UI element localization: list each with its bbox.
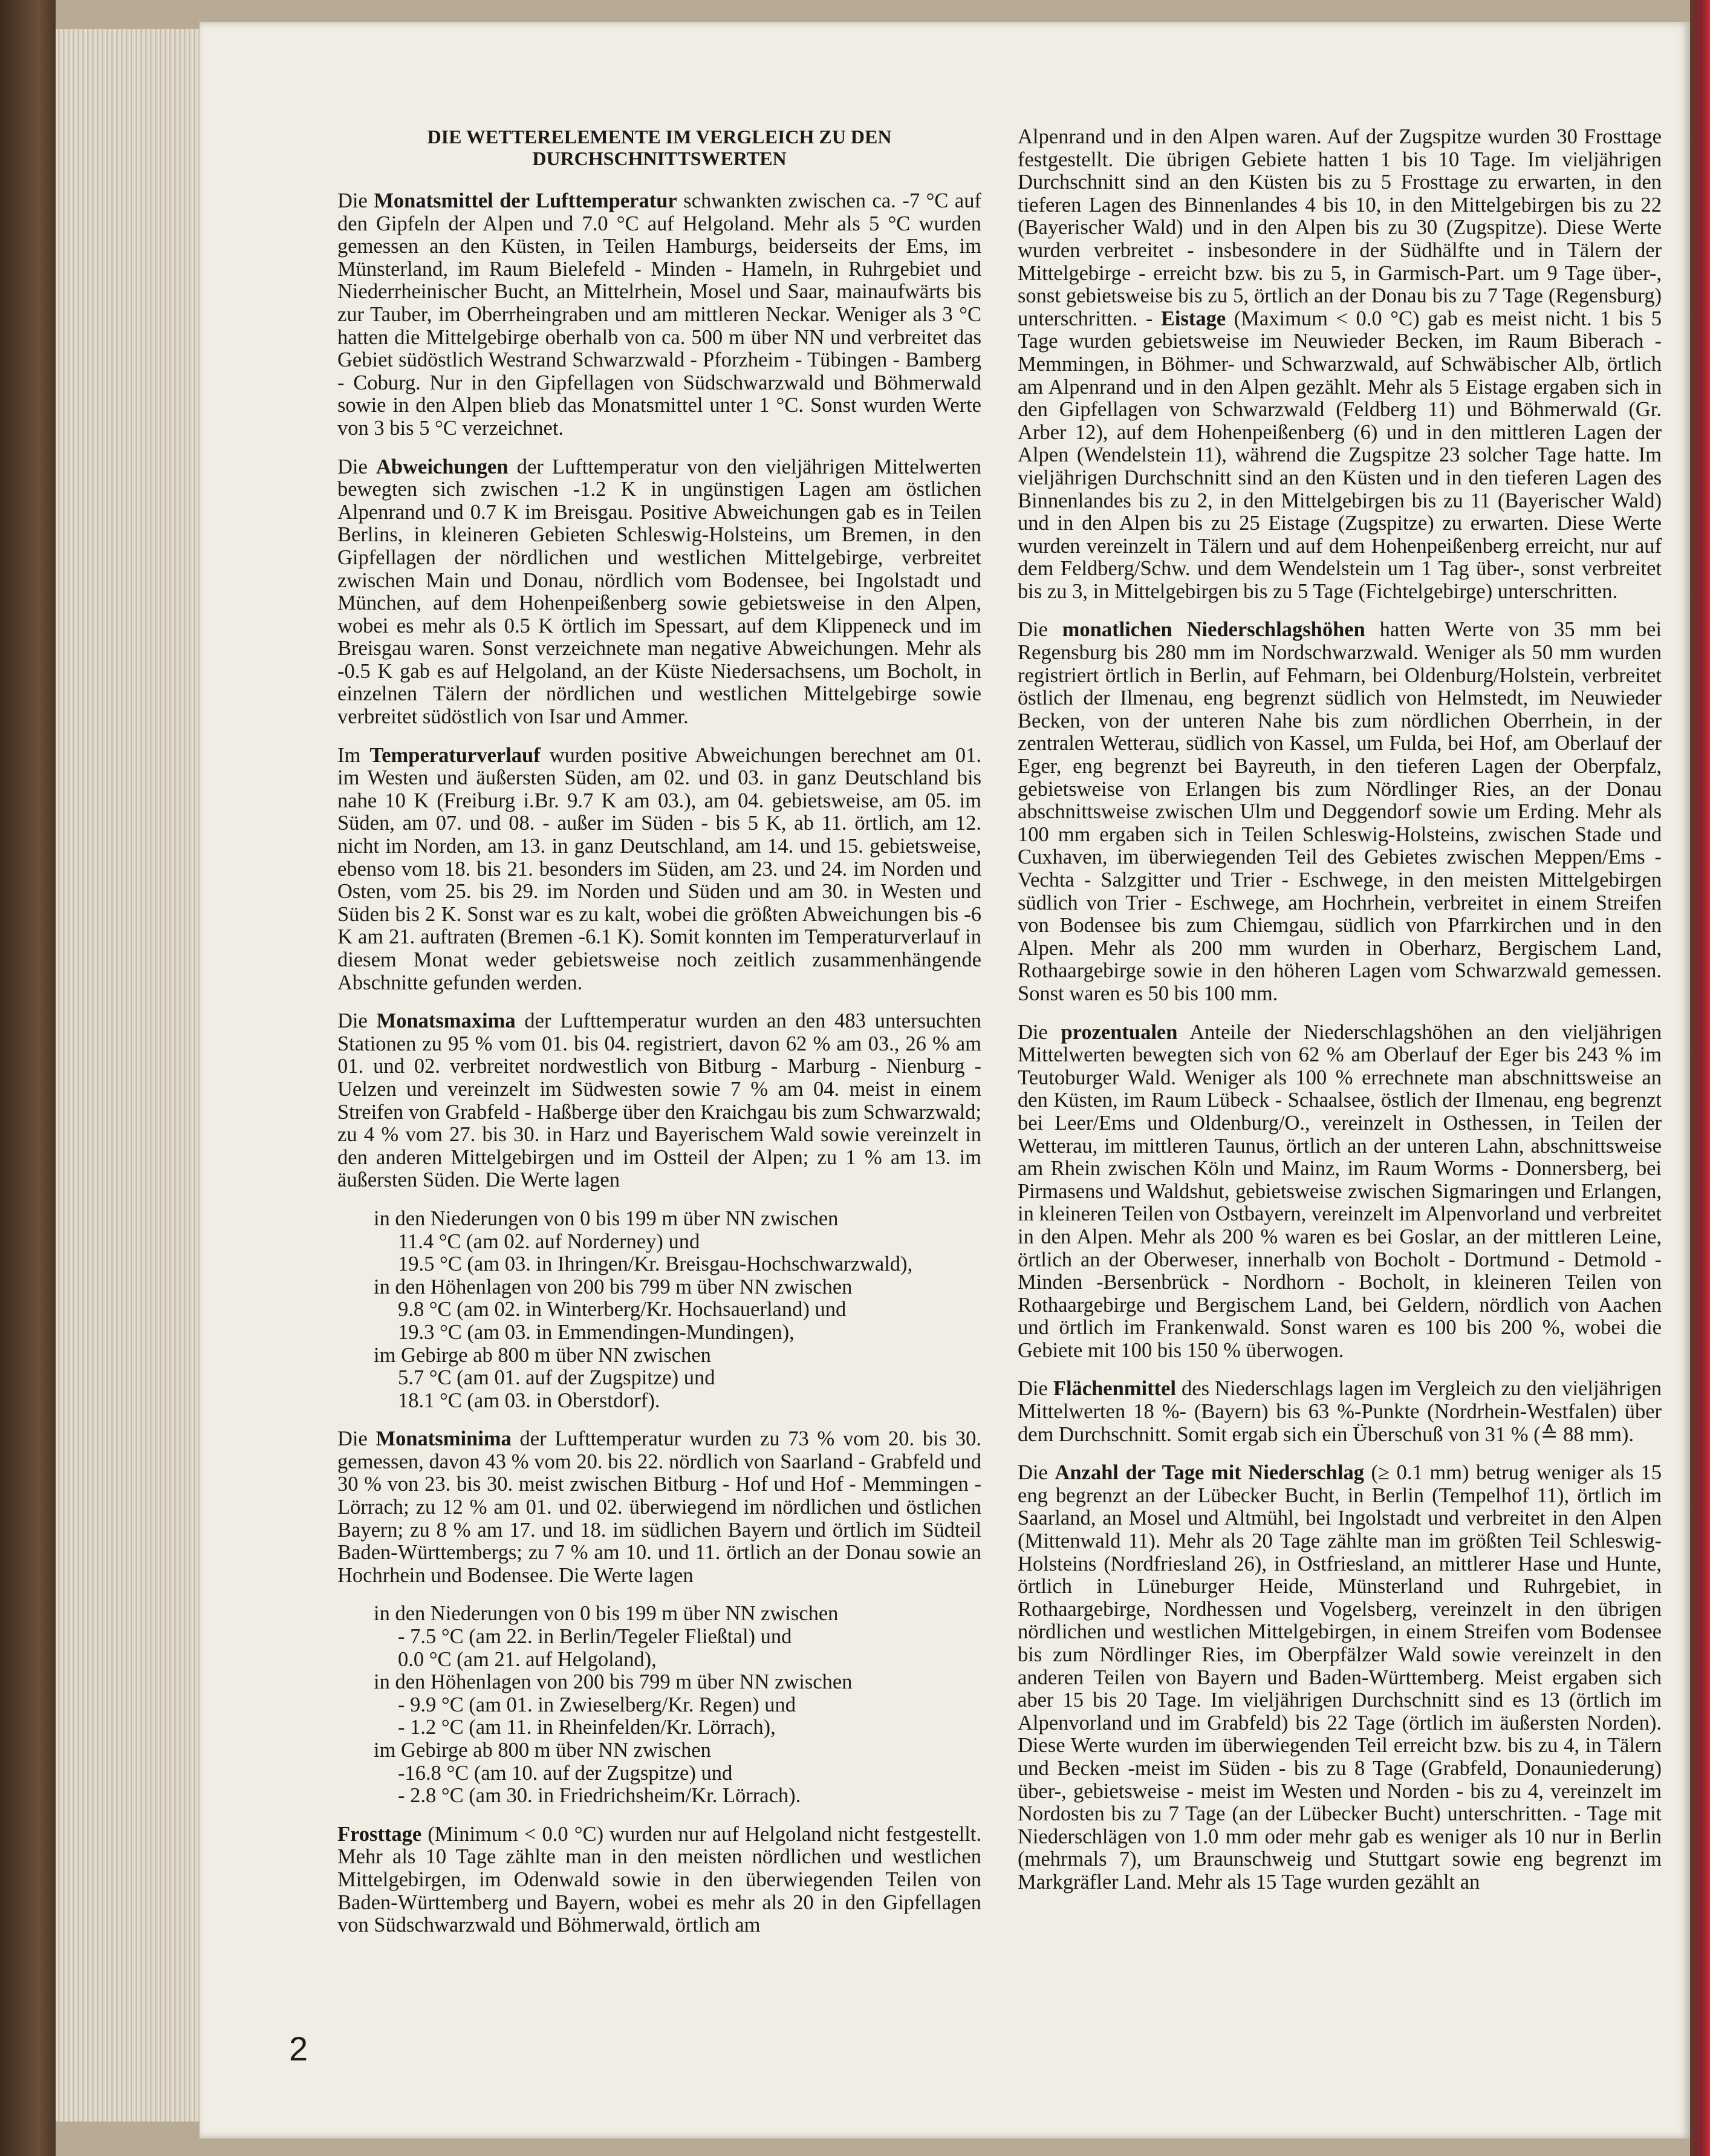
term-eistage: Eistage — [1160, 307, 1226, 330]
value-line: in den Höhenlagen von 200 bis 799 m über NN zwischen — [374, 1275, 853, 1298]
right-column — [1018, 126, 1662, 1910]
term-niederschlagshoehen: monatlichen Niederschlagshöhen — [1062, 618, 1365, 642]
paragraph-monatsmaxima: Die Monatsmaxima der Lufttemperatur wurden an den 483 untersuchten Stationen zu 95 % vom 01. bis 04. registriert, davon 62 % am 03., 26 % am 01. und 02. verbreitet nordwestlich von Bitburg - Marburg - Nienburg - Uelzen und vereinzelt im Südwesten sowie 7 % am 04. meist in einem Streifen von Grabfeld - Haßberge über den Kraichgau bis zum Schwarzwald; zu 4 % vom 27. bis 30. in Harz und Bayerischem Wald sowie vereinzelt in den anderen Mittelgebirgen und im Ostteil der Alpen; zu 1 % am 13. im äußersten Süden. Die Werte lagen — [337, 1009, 981, 1192]
paragraph-flaechenmittel: Die Flächenmittel des Niederschlags lagen im Vergleich zu den vieljährigen Mittelwerten 18 %- (Bayern) bis 63 %-Punkte (Nordrhein-Westfalen) über dem Durchschnitt. Somit ergab sich ein Überschuß von 31 % (≙ 88 mm). — [1018, 1377, 1662, 1446]
value-line: in den Niederungen von 0 bis 199 m über NN zwischen — [374, 1602, 839, 1626]
value-line: - 7.5 °C (am 22. in Berlin/Tegeler Fließtal) und — [398, 1625, 792, 1649]
value-line: 5.7 °C (am 01. auf der Zugspitze) und — [398, 1366, 715, 1390]
term-anzahl-tage: Anzahl der Tage mit Niederschlag — [1055, 1461, 1364, 1485]
value-line: in den Höhenlagen von 200 bis 799 m über NN zwischen — [374, 1670, 853, 1694]
term-frosttage: Frosttage — [337, 1822, 422, 1846]
value-line: 0.0 °C (am 21. auf Helgoland), — [398, 1647, 657, 1671]
paragraph-niederschlagstage: Die Anzahl der Tage mit Niederschlag (≥ 0.1 mm) betrug weniger als 15 eng begrenzt an der Lübecker Bucht, in Berlin (Tempelhof 11), örtlich im Saarland, an Mosel und Altmühl, bei Ingolstadt und verbreitet in den Alpen (Mittenwald 11). Mehr als 20 Tage zählte man im größten Teil Schleswig-Holsteins (Nordfriesland 26), in Ostfriesland, an mittlerer Hase und Hunte, örtlich in Lüneburger Heide, Münsterland und Ruhrgebiet, in Rothaargebirge, Nordhessen und Vogelsberg, vereinzelt in den übrigen nördlichen und westlichen Mittelgebirgen, in einem Streifen vom Bodensee bis zum Nördlinger Ries, im Oberpfälzer Wald sowie vereinzelt in den anderen Teilen von Bayern und Baden-Württemberg. Meist ergaben sich aber 15 bis 20 Tage. Im vieljährigen Durchschnitt sind es 13 (örtlich im Alpenvorland und im Grabfeld) bis 22 Tage (örtlich im äußersten Norden). Diese Werte wurden im überwiegenden Teil erreicht bzw. bis zu 4, in Tälern und Becken -meist im Süden - bis zu 8 Tage (Grabfeld, Donauniederung) über-, gebietsweise - meist im Westen und Norden - bis zu 4, vereinzelt im Nordosten bis zu 7 Tage (an der Lübecker Bucht) unterschritten. - Tage mit Niederschlägen von 1.0 mm oder mehr gab es weniger als 10 nur in Berlin (mehrmals 7), um Braunschweig und Stuttgart sowie eng begrenzt im Markgräfler Land. Mehr als 15 Tage wurden gezählt an — [1018, 1461, 1662, 1894]
term-abweichungen: Abweichungen — [376, 455, 509, 478]
value-line: im Gebirge ab 800 m über NN zwischen — [374, 1343, 711, 1367]
term-monatsmaxima: Monatsmaxima — [376, 1009, 516, 1033]
minima-value-list — [374, 1603, 981, 1807]
value-line: - 1.2 °C (am 11. in Rheinfelden/Kr. Lörrach), — [398, 1716, 776, 1739]
maxima-value-list — [374, 1208, 981, 1412]
value-line: 9.8 °C (am 02. in Winterberg/Kr. Hochsauerland) und — [398, 1298, 847, 1321]
left-column — [337, 126, 981, 1953]
value-line: 11.4 °C (am 02. auf Norderney) und — [398, 1229, 700, 1253]
term-prozentualen: prozentualen — [1061, 1020, 1178, 1044]
value-line: 19.5 °C (am 03. in Ihringen/Kr. Breisgau-Hochschwarzwald), — [398, 1252, 913, 1276]
term-temperaturverlauf: Temperaturverlauf — [369, 743, 541, 767]
value-line: 19.3 °C (am 03. in Emmendingen-Mundingen), — [398, 1320, 795, 1344]
cover-edge — [1690, 0, 1710, 2156]
book-spine — [0, 0, 56, 2156]
paragraph-abweichungen: Die Abweichungen der Lufttemperatur von den vieljährigen Mittelwerten bewegten sich zwischen -1.2 K in ungünstigen Lagen am östlichen Alpenrand und 0.7 K im Breisgau. Positive Abweichungen gab es in Teilen Berlins, in kleineren Gebieten Schleswig-Holsteins, um Bremen, in den Gipfellagen der nördlichen und westlichen Mittelgebirge, verbreitet zwischen Main und Donau, nördlich vom Bodensee, bei Ingolstadt und München, auf dem Hohenpeißenberg sowie gebietsweise in den Alpen, wobei es mehr als 0.5 K örtlich im Spessart, auf dem Klippeneck und im Breisgau waren. Sonst verzeichnete man negative Abweichungen. Mehr als -0.5 K gab es auf Helgoland, an der Küste Niedersachsens, um Bocholt, in einzelnen Tälern der nördlichen und westlichen Mittelgebirge sowie verbreitet südöstlich von Isar und Ammer. — [337, 455, 981, 729]
value-line: -16.8 °C (am 10. auf der Zugspitze) und — [398, 1761, 733, 1785]
paragraph-frosttage-eistage: Alpenrand und in den Alpen waren. Auf der Zugspitze wurden 30 Frosttage festgestellt. Die übrigen Gebiete hatten 1 bis 10 Tage. Im vieljährigen Durchschnitt sind an den Küsten bis zu 5 Frosttage zu erwarten, in den tieferen Lagen des Binnenlandes 4 bis 10, in den Mittelgebirgen bis zu 22 (Bayerischer Wald) und in den Alpen bis zu 30 (Zugspitze). Diese Werte wurden verbreitet - insbesondere in der Südhälfte und in Tälern der Mittelgebirge - erreicht bzw. bis zu 5, in Garmisch-Part. um 9 Tage über-, sonst gebietsweise bis zu 5, örtlich an der Donau bis zu 7 Tage (Regensburg) unterschritten. - Eistage (Maximum < 0.0 °C) gab es meist nicht. 1 bis 5 Tage wurden gebietsweise im Neuwieder Becken, im Raum Biberach - Memmingen, in Böhmer- und Schwarzwald, auf Schwäbischer Alb, örtlich am Alpenrand und in den Alpen gezählt. Mehr als 5 Eistage ergaben sich in den Gipfellagen von Schwarzwald (Feldberg 11) und Böhmerwald (Gr. Arber 12), auf dem Hohenpeißenberg (6) und in den mittleren Lagen der Alpen (Wendelstein 11), während die Zugspitze 23 solcher Tage hatte. Im vieljährigen Durchschnitt sind an den Küsten und in den tieferen Lagen des Binnenlandes bis zu 2, in den Mittelgebirgen bis zu 11 (Bayerischer Wald) und in den Alpen bis zu 25 Eistage (Zugspitze) zu erwarten. Diese Werte wurden vereinzelt in Tälern und auf dem Hohenpeißenberg erreicht, nur auf dem Feldberg/Schw. und dem Wendelstein um 1 Tag über-, sonst verbreitet bis zu 3, in Mittelgebirgen bis zu 5 Tage (Fichtelgebirge) unterschritten. — [1018, 125, 1662, 603]
term-monatsminima: Monatsminima — [375, 1427, 512, 1451]
paragraph-frosttage: Frosttage (Minimum < 0.0 °C) wurden nur auf Helgoland nicht festgestellt. Mehr als 10 Tage zählte man in den meisten nördlichen und westlichen Mittelgebirgen, im Odenwald sowie in den überwiegenden Teilen von Baden-Württemberg und Bayern, wobei es mehr als 20 in den Gipfellagen von Südschwarzwald und Böhmerwald, örtlich am — [337, 1822, 981, 1937]
paragraph-temperaturverlauf: Im Temperaturverlauf wurden positive Abweichungen berechnet am 01. im Westen und äußersten Süden, am 02. und 03. in ganz Deutschland bis nahe 10 K (Freiburg i.Br. 9.7 K am 03.), am 04. gebietsweise, am 05. im Süden, am 07. und 08. - außer im Süden - bis 5 K, ab 11. örtlich, am 12. nicht im Norden, am 13. in ganz Deutschland, am 14. und 15. gebietsweise, ebenso vom 18. bis 21. besonders im Süden, am 23. und 24. im Norden und Osten, vom 25. bis 29. im Norden und Süden und am 30. in Westen und Süden bis 2 K. Sonst war es zu kalt, wobei die größten Abweichungen bis -6 K am 21. auftraten (Bremen -6.1 K). Somit konnten im Temperaturverlauf in diesem Monat weder gebietsweise noch zeitlich zusammenhängende Abschnitte gefunden werden. — [337, 743, 981, 994]
term-monatsmittel: Monatsmittel der Lufttemperatur — [374, 189, 677, 212]
value-line: - 2.8 °C (am 30. in Friedrichsheim/Kr. Lörrach). — [398, 1784, 801, 1808]
term-flaechenmittel: Flächenmittel — [1053, 1377, 1176, 1401]
page-number: 2 — [289, 2030, 308, 2068]
value-line: 18.1 °C (am 03. in Oberstdorf). — [398, 1389, 660, 1412]
value-line: in den Niederungen von 0 bis 199 m über NN zwischen — [374, 1207, 839, 1230]
page-title: DIE WETTERELEMENTE IM VERGLEICH ZU DEN DURCHSCHNITTSWERTEN — [427, 126, 892, 169]
page-edges — [56, 29, 219, 2122]
paragraph-monatsminima: Die Monatsminima der Lufttemperatur wurden zu 73 % vom 20. bis 30. gemessen, davon 43 % vom 20. bis 22. nördlich von Saarland - Grabfeld und 30 % von 23. bis 30. meist zwischen Bitburg - Hof und Hof - Memmingen - Lörrach; zu 12 % am 01. und 02. überwiegend im nördlichen und östlichen Bayern; zu 8 % am 17. und 18. im südlichen Bayern und örtlich im Südteil Baden-Württembergs; zu 7 % am 10. und 11. örtlich an der Donau sowie an Hochrhein und Bodensee. Die Werte lagen — [337, 1427, 981, 1587]
paragraph-monatsmittel: Die Monatsmittel der Lufttemperatur schwankten zwischen ca. -7 °C auf den Gipfeln der Alpen und 7.0 °C auf Helgoland. Mehr als 5 °C wurden gemessen an den Küsten, in Teilen Hamburgs, beiderseits der Ems, im Münsterland, im Raum Bielefeld - Minden - Hameln, in Ruhrgebiet und Niederrheinischer Bucht, an Mittelrhein, Mosel und Saar, mainaufwärts bis zur Tauber, im Oberrheingraben und am mittleren Neckar. Weniger als 3 °C hatten die Mittelgebirge oberhalb von ca. 500 m über NN und verbreitet das Gebiet südöstlich Westrand Schwarzwald - Pforzheim - Tübingen - Bamberg - Coburg. Nur in den Gipfellagen von Südschwarzwald und Böhmerwald sowie in den Alpen blieb das Monatsmittel unter 1 °C. Sonst wurden Werte von 3 bis 5 °C verzeichnet. — [337, 189, 981, 440]
value-line: - 9.9 °C (am 01. in Zwieselberg/Kr. Regen) und — [398, 1693, 796, 1716]
paragraph-niederschlagshoehen: Die monatlichen Niederschlagshöhen hatten Werte von 35 mm bei Regensburg bis 280 mm im Nordschwarzwald. Weniger als 50 mm wurden registriert örtlich in Berlin, auf Fehmarn, bei Oldenburg/Holstein, verbreitet östlich der Ilmenau, eng begrenzt südlich von Helmstedt, im Neuwieder Becken, von der unteren Nahe bis zum nördlichen Oberrhein, in der zentralen Wetterau, südlich von Kassel, um Fulda, bei Hof, am Oberlauf der Eger, eng begrenzt bei Bayreuth, in den tieferen Lagen der Oberpfalz, gebietsweise von Erlangen bis zum Nördlinger Ries, an der Donau abschnittsweise zwischen Ulm und Deggendorf sowie um Erding. Mehr als 100 mm ergaben sich in Teilen Schleswig-Holsteins, zwischen Stade und Cuxhaven, im überwiegenden Teil des Gebietes zwischen Meppen/Ems - Vechta - Salzgitter und Trier - Eschwege, in den meisten Mittelgebirgen südlich von Trier - Eschwege, am Hochrhein, verbreitet in einem Streifen von Bodensee bis zum Chiemgau, südlich von Pfarrkirchen und in den Alpen. Mehr als 200 mm wurden in Oberharz, Bergischem Land, Rothaargebirge sowie in den höheren Lagen vom Schwarzwald gemessen. Sonst waren es 50 bis 100 mm. — [1018, 618, 1662, 1005]
paragraph-prozentuale-anteile: Die prozentualen Anteile der Niederschlagshöhen an den vieljährigen Mittelwerten bewegten sich von 62 % am Oberlauf der Eger bis 243 % im Teutoburger Wald. Weniger als 100 % errechnete man abschnittsweise an den Küsten, im Raum Lübeck - Schaalsee, östlich der Ilmenau, eng begrenzt bei Leer/Ems und Oldenburg/O., vereinzelt in Osthessen, in Teilen der Wetterau, im mittleren Taunus, örtlich an der unteren Lahn, abschnittsweise am Rhein zwischen Köln und Mainz, im Raum Worms - Donnersberg, bei Pirmasens und Waldshut, gebietsweise zwischen Sigmaringen und Erlangen, in kleineren Teilen von Ostbayern, vereinzelt im Alpenvorland und verbreitet in den Alpen. Mehr als 200 % waren es bei Goslar, an der mittleren Leine, örtlich an der Oberweser, innerhalb von Bocholt - Dortmund - Detmold - Minden -Bersenbrück - Nordhorn - Bocholt, in kleineren Teilen von Rothaargebirge und Bergischem Land, bei Geldern, nördlich von Aachen und örtlich im Frankenwald. Sonst waren es 100 bis 200 %, wobei die Gebiete mit 100 bis 150 % überwogen. — [1018, 1020, 1662, 1362]
value-line: im Gebirge ab 800 m über NN zwischen — [374, 1739, 711, 1762]
